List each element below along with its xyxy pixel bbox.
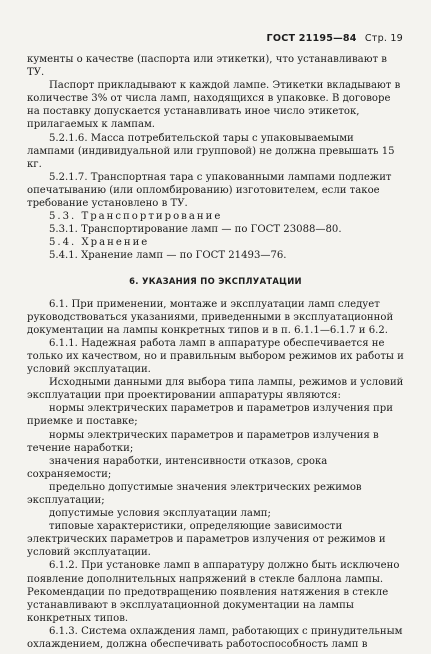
paragraph: 5.2.1.7. Транспортная тара с упакованными лампами подлежит опечатыванию (или опломбированию) изготовителем, если такое требование установлено в ТУ. (27, 171, 392, 210)
document-body (27, 53, 404, 651)
section-title: 5.3. Транспортирование (49, 211, 223, 223)
list-item: значения наработки, интенсивности отказов, срока сохраняемости; (27, 455, 328, 480)
paragraph: кументы о качестве (паспорта или этикетки), что устанавливают в ТУ. (27, 54, 387, 79)
paragraph: 6.1.1. Надежная работа ламп в аппаратуре обеспечивается не только их качеством, но и правильным выбором режимов их работы и условий эксплуатации. (27, 337, 404, 376)
paragraph: Исходными данными для выбора типа лампы, режимов и условий эксплуатации при проектировании аппаратуры являются: (27, 377, 404, 402)
section-heading: 6. УКАЗАНИЯ ПО ЭКСПЛУАТАЦИИ (129, 275, 302, 286)
paragraph: 5.4.1. Хранение ламп — по ГОСТ 21493—76. (49, 250, 287, 262)
list-item: предельно допустимые значения электрических режимов эксплуатации; (27, 481, 362, 506)
page-header (267, 33, 403, 44)
paragraph: 6.1. При применении, монтаже и эксплуатации ламп следует руководствоваться указаниями, приведенными в эксплуатационной документации на лампы конкретных типов и в п. 6.1.1—6.1.7 и 6.2. (27, 298, 394, 336)
paragraph: 6.1.3. Система охлаждения ламп, работающих с принудительным охлаждением, должна обеспечивать работоспособность ламп в (27, 625, 403, 651)
list-item: нормы электрических параметров и параметров излучения при приемке и поставке; (27, 403, 393, 428)
section-title: 5.4. Хранение (49, 237, 150, 249)
standard-number: ГОСТ 21195—84 (266, 33, 357, 44)
paragraph: 6.1.2. При установке ламп в аппаратуру должно быть исключено появление дополнительных напряжений в стекле баллона лампы. Рекомендации по предотвращению появления натяжения в стекле устанавливают в эксплуатационной документации на лампы конкретных типов. (27, 560, 400, 624)
list-item: допустимые условия эксплуатации ламп; (49, 508, 271, 520)
paragraph: 5.3.1. Транспортирование ламп — по ГОСТ 23088—80. (49, 224, 342, 236)
page-number: Стр. 19 (364, 33, 403, 44)
list-item: нормы электрических параметров и параметров излучения в течение наработки; (27, 429, 379, 454)
list-item: типовые характеристики, определяющие зависимости электрических параметров и параметров излучения от режимов и условий эксплуатации. (27, 521, 386, 559)
paragraph: Паспорт прикладывают к каждой лампе. Этикетки вкладывают в количестве 3% от числа ламп, находящихся в упаковке. В договоре на поставку допускается устанавливать иное число этикеток, прилагаемых к лампам. (27, 80, 401, 131)
paragraph: 5.2.1.6. Масса потребительской тары с упаковываемыми лампами (индивидуальной или групповой) не должна превышать 15 кг. (27, 132, 395, 170)
